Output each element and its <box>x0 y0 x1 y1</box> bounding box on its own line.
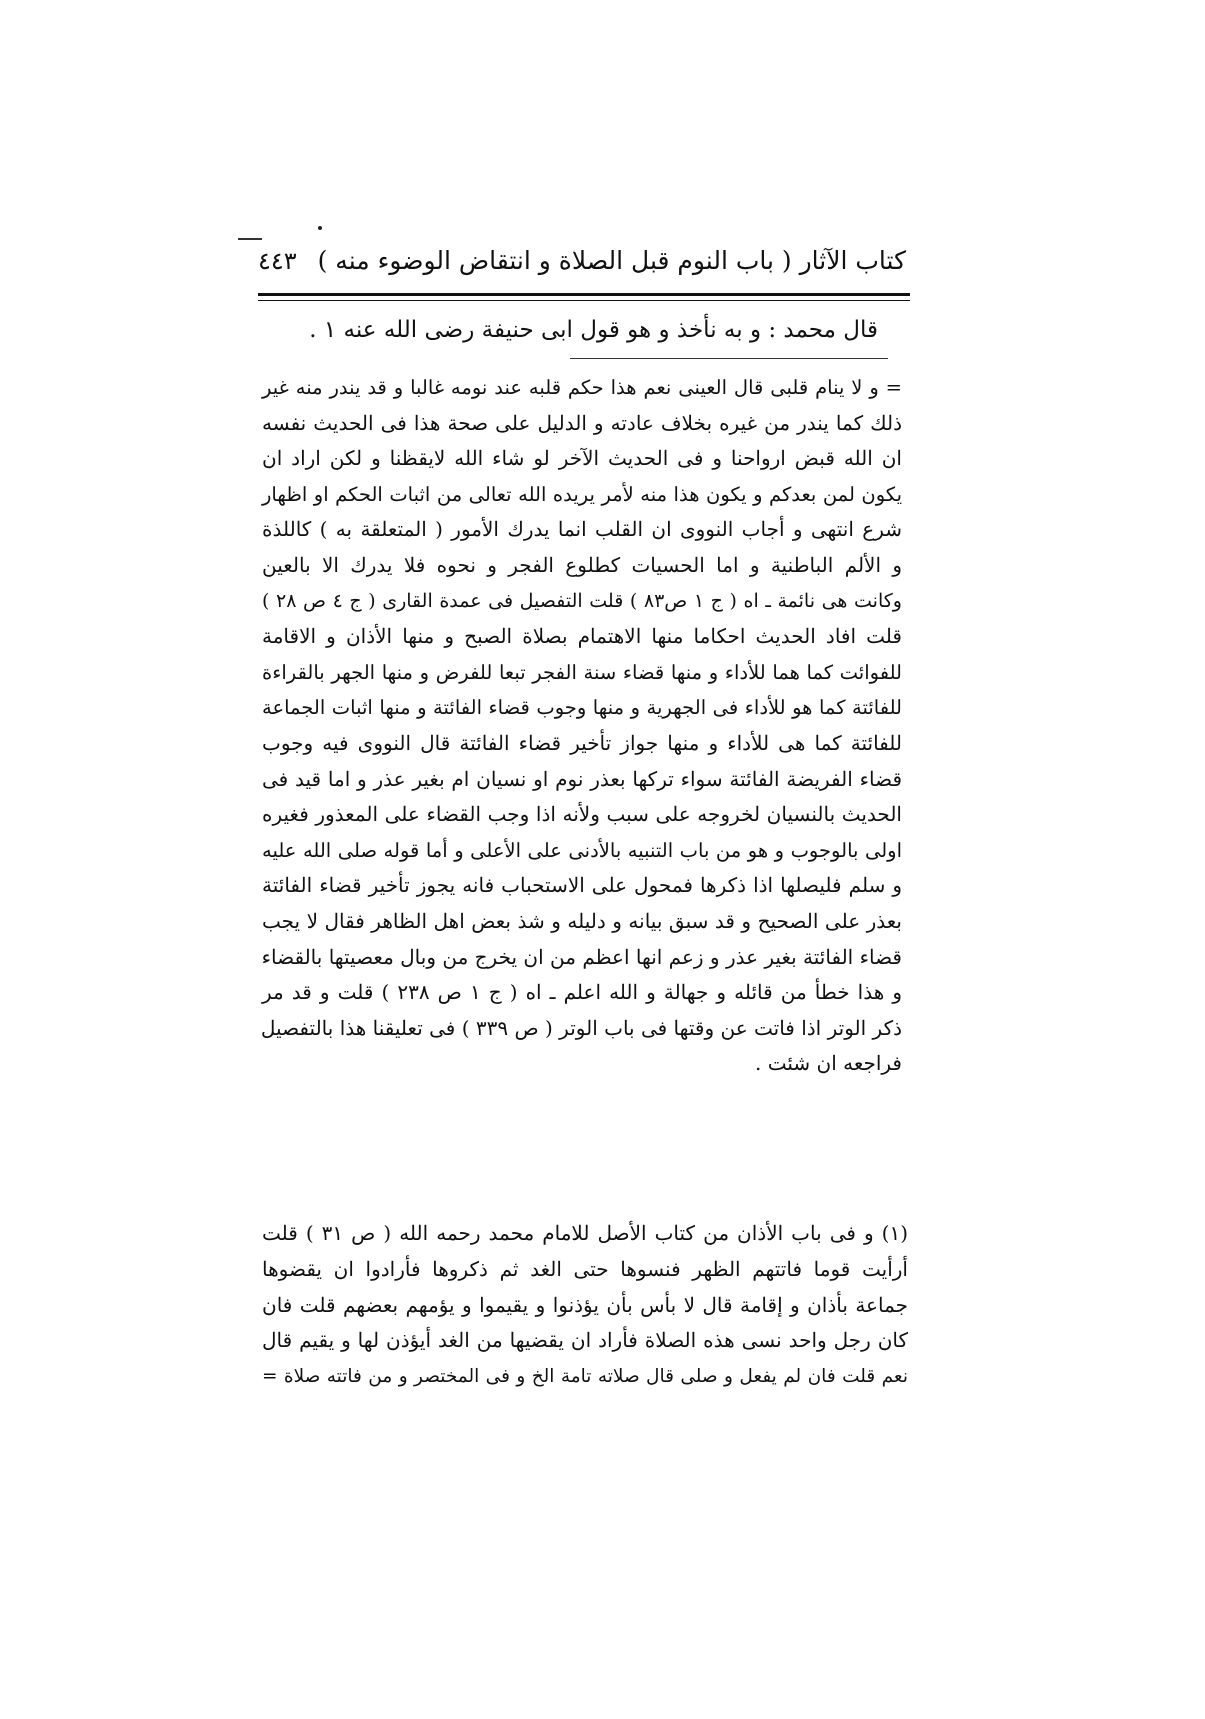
footnote-line: ذلك كما يندر من غيره بخلاف عادته و الدليل على صحة هذا فى الحديث نفسه <box>262 410 902 435</box>
footnote-line: للفوائت كما هما للأداء و منها قضاء سنة الفجر تبعا للفرض و منها الجهر بالقراءة <box>262 660 902 684</box>
header-rule-thick <box>258 293 910 296</box>
footnote-separator <box>570 358 888 359</box>
footnote-line: بعذر على الصحيح و قد سبق بيانه و دليله و شذ بعض اهل الظاهر فقال لا يجب <box>262 908 902 933</box>
footnote-1 <box>262 1216 908 1395</box>
footnote-line: و الألم الباطنية و اما الحسيات كطلوع الفجر و نحوه فلا يدرك الا بالعين <box>262 552 902 577</box>
margin-mark <box>238 238 262 240</box>
footnote-line: قضاء الفائتة بغير عذر و زعم انها اعظم من ان يخرج من وبال معصيتها بالقضاء <box>261 944 902 969</box>
footnote-line: شرع انتهى و أجاب النووى ان القلب انما يدرك الأمور ( المتعلقة به ) كاللذة <box>262 517 902 542</box>
footnote-line: وكانت هى نائمة ـ اه ( ج ١ ص٨٣ ) قلت التفصيل فى عمدة القارى ( ج ٤ ص ٢٨ ) <box>262 589 902 612</box>
footnote-line: للفائتة كما هو للأداء فى الجهرية و منها وجوب قضاء الفائتة و منها اثبات الجماعة <box>262 696 902 720</box>
page-number: ٤٤٣ <box>258 247 297 275</box>
header-title: كتاب الآثار ( باب النوم قبل الصلاة و انتقاض الوضوء منه ) <box>317 246 906 275</box>
footnote-block-continued <box>262 370 902 1082</box>
footnote-line: فراجعه ان شئت . <box>755 1051 902 1076</box>
footnote-line: جماعة بأذان و إقامة قال لا بأس بأن يؤذنوا و يقيموا و يؤمهم بعضهم قلت فان <box>262 1292 908 1317</box>
main-text: قال محمد : و به نأخذ و هو قول ابى حنيفة رضى الله عنه ١ . <box>309 317 878 343</box>
footnote-line: الحديث بالنسيان لخروجه على سبب ولأنه اذا وجب القضاء على المعذور فغيره <box>262 802 902 827</box>
footnote-line: و هذا خطأ من قائله و جهالة و الله اعلم ـ اه ( ج ١ ص ٢٣٨ ) قلت و قد مر <box>262 980 902 1005</box>
header-rule-thin <box>258 300 910 301</box>
running-header <box>258 246 906 290</box>
footnote-line: اولى بالوجوب و هو من باب التنبيه بالأدنى على الأعلى و أما قوله صلى الله عليه <box>262 838 902 862</box>
footnote-line: قضاء الفريضة الفائتة سواء تركها بعذر نوم او نسيان ام بغير عذر و اما قيد فى <box>262 766 902 791</box>
footnote-line: كان رجل واحد نسى هذه الصلاة فأراد ان يقضيها من الغد أيؤذن لها و يقيم قال <box>262 1328 908 1353</box>
footnote-line: ذكر الوتر اذا فاتت عن وقتها فى باب الوتر ( ص ٣٣٩ ) فى تعليقنا هذا بالتفصيل <box>260 1015 902 1040</box>
footnote-line: للفائتة كما هى للأداء و منها جواز تأخير قضاء الفائتة قال النووى فيه وجوب <box>262 730 902 755</box>
footnote-line: قلت افاد الحديث احكاما منها الاهتمام بصلاة الصبح و منها الأذان و الاقامة <box>262 624 902 649</box>
footnote-line: (١) و فى باب الأذان من كتاب الأصل للامام محمد رحمه الله ( ص ٣١ ) قلت <box>262 1221 908 1245</box>
footnote-line: نعم قلت فان لم يفعل و صلى قال صلاته تامة الخ و فى المختصر و من فاتته صلاة = <box>262 1366 908 1388</box>
footnote-line: ان الله قبض ارواحنا و فى الحديث الآخر لو شاء الله لايقظنا و لكن اراد ان <box>262 446 902 471</box>
footnote-line: = و لا ينام قلبى قال العينى نعم هذا حكم قلبه عند نومه غالبا و قد يندر منه غير <box>262 376 902 399</box>
footnote-line: أرأيت قوما فاتتهم الظهر فنسوها حتى الغد ثم ذكروها فأرادوا ان يقضوها <box>262 1256 908 1281</box>
ink-speck <box>318 226 322 230</box>
footnote-line: و سلم فليصلها اذا ذكرها فمحول على الاستحباب فانه يجوز تأخير قضاء الفائتة <box>262 873 902 898</box>
footnote-line: يكون لمن بعدكم و يكون هذا منه لأمر يريده الله تعالى من اثبات الحكم او اظهار <box>262 482 902 506</box>
